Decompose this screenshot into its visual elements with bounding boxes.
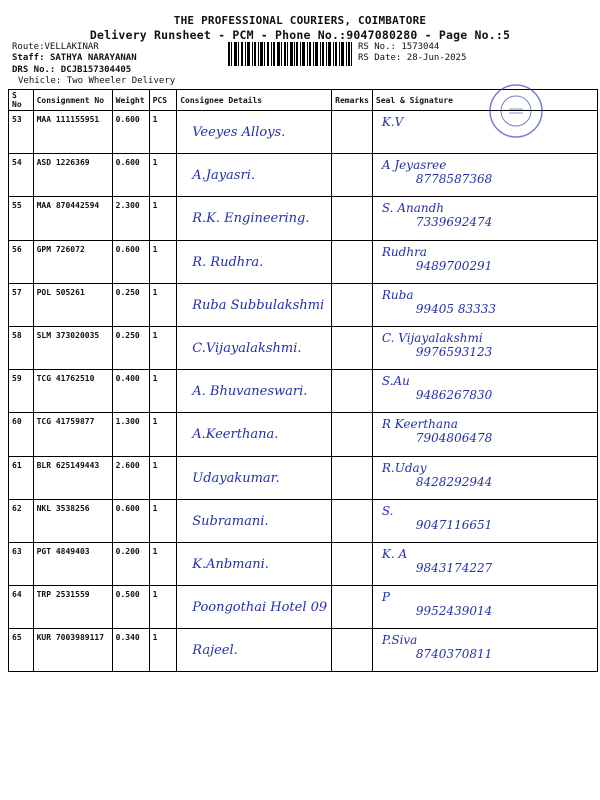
col-header-pcs: PCS [149, 90, 177, 111]
cell-consignment-no: TCG 41759877 [33, 413, 112, 456]
handwritten-consignee-name: Udayakumar. [192, 470, 280, 486]
cell-sno: 57 [9, 283, 34, 326]
cell-consignment-no: POL 505261 [33, 283, 112, 326]
cell-weight: 0.400 [112, 370, 149, 413]
cell-pcs: 1 [149, 370, 177, 413]
table-row [9, 586, 598, 629]
company-title: THE PROFESSIONAL COURIERS, COIMBATORE [173, 14, 427, 27]
cell-pcs: 1 [149, 456, 177, 499]
cell-remarks [332, 326, 373, 369]
cell-consignment-no: TCG 41762510 [33, 370, 112, 413]
handwritten-phone-number: 8428292944 [415, 474, 493, 489]
cell-consignee-details [177, 283, 332, 326]
table-row [9, 629, 598, 672]
handwritten-signature: C. Vijayalakshmi [381, 330, 483, 345]
cell-seal-signature [372, 283, 597, 326]
cell-remarks [332, 240, 373, 283]
handwritten-signature: K. A [381, 546, 408, 561]
handwritten-signature: S. [381, 503, 394, 518]
vehicle-value: Two Wheeler Delivery [66, 76, 176, 86]
staff-label: Staff: [12, 53, 45, 63]
handwritten-phone-number: 9843174227 [415, 560, 493, 575]
cell-sno: 55 [9, 197, 34, 240]
cell-consignment-no: NKL 3538256 [33, 499, 112, 542]
rs-date-value: 28-Jun-2025 [406, 53, 467, 63]
table-row [9, 154, 598, 197]
cell-seal-signature [372, 413, 597, 456]
drs-label: DRS No.: [12, 65, 56, 75]
handwritten-phone-number: 99405 83333 [415, 301, 497, 316]
handwritten-consignee-name: A.Jayasri. [192, 168, 255, 184]
cell-seal-signature [372, 370, 597, 413]
cell-sno: 60 [9, 413, 34, 456]
table-row [9, 499, 598, 542]
cell-weight: 0.250 [112, 326, 149, 369]
cell-consignee-details [177, 629, 332, 672]
rs-no-value: 1573044 [401, 42, 440, 52]
cell-consignment-no: SLM 373020035 [33, 326, 112, 369]
table-body [9, 111, 598, 672]
handwritten-signature: Rudhra [381, 244, 427, 259]
cell-consignee-details [177, 370, 332, 413]
cell-sno: 61 [9, 456, 34, 499]
cell-consignee-details [177, 499, 332, 542]
col-header-signature: Seal & Signature [372, 90, 597, 111]
cell-consignment-no: ASD 1226369 [33, 154, 112, 197]
handwritten-signature: K.V [381, 115, 404, 129]
col-header-consignment: Consignment No [33, 90, 112, 111]
cell-pcs: 1 [149, 197, 177, 240]
cell-consignee-details [177, 456, 332, 499]
drs-line [12, 65, 131, 75]
table-row [9, 370, 598, 413]
cell-pcs: 1 [149, 154, 177, 197]
cell-consignee-details [177, 413, 332, 456]
cell-sno: 56 [9, 240, 34, 283]
handwritten-phone-number: 8740370811 [415, 647, 493, 662]
cell-consignee-details [177, 326, 332, 369]
cell-weight: 0.340 [112, 629, 149, 672]
handwritten-phone-number: 8778587368 [415, 172, 493, 187]
barcode [228, 42, 352, 66]
cell-consignment-no: MAA 870442594 [33, 197, 112, 240]
cell-remarks [332, 542, 373, 585]
cell-seal-signature [372, 111, 597, 154]
cell-seal-signature [372, 197, 597, 240]
cell-weight: 0.600 [112, 154, 149, 197]
handwritten-signature: Ruba [381, 287, 414, 302]
cell-seal-signature [372, 326, 597, 369]
table-row [9, 413, 598, 456]
handwritten-phone-number: 7904806478 [415, 431, 493, 446]
handwritten-consignee-name: K.Anbmani. [192, 556, 269, 572]
cell-consignee-details [177, 154, 332, 197]
cell-weight: 0.500 [112, 586, 149, 629]
handwritten-signature: P [381, 590, 390, 605]
cell-weight: 0.600 [112, 499, 149, 542]
cell-remarks [332, 197, 373, 240]
cell-remarks [332, 283, 373, 326]
handwritten-signature: R Keerthana [381, 417, 458, 432]
cell-sno: 58 [9, 326, 34, 369]
cell-seal-signature [372, 499, 597, 542]
cell-pcs: 1 [149, 542, 177, 585]
runsheet-subtitle: Delivery Runsheet - PCM - Phone No.:9047080280 - Page No.:5 [89, 28, 511, 42]
handwritten-consignee-name: A. Bhuvaneswari. [192, 384, 308, 400]
cell-consignee-details [177, 542, 332, 585]
handwritten-consignee-name: Veeyes Alloys. [192, 125, 286, 140]
rs-no-label: RS No.: [358, 42, 396, 52]
cell-pcs: 1 [149, 326, 177, 369]
cell-seal-signature [372, 586, 597, 629]
cell-remarks [332, 456, 373, 499]
cell-seal-signature [372, 629, 597, 672]
table-row [9, 456, 598, 499]
cell-consignment-no: GPM 726072 [33, 240, 112, 283]
cell-weight: 0.600 [112, 111, 149, 154]
cell-pcs: 1 [149, 499, 177, 542]
handwritten-phone-number: 9489700291 [415, 258, 493, 273]
cell-seal-signature [372, 456, 597, 499]
handwritten-consignee-name: C.Vijayalakshmi. [192, 340, 302, 356]
cell-pcs: 1 [149, 413, 177, 456]
table-row [9, 542, 598, 585]
cell-consignee-details [177, 111, 332, 154]
handwritten-signature: A Jeyasree [381, 158, 447, 173]
handwritten-consignee-name: Ruba Subbulakshmi [192, 297, 325, 313]
handwritten-consignee-name: Poongothai Hotel 09 [192, 600, 328, 616]
drs-value: DCJB157304405 [60, 65, 132, 75]
cell-sno: 59 [9, 370, 34, 413]
handwritten-signature: R.Uday [381, 460, 427, 475]
cell-weight: 2.300 [112, 197, 149, 240]
cell-remarks [332, 413, 373, 456]
runsheet-table [8, 89, 598, 672]
cell-weight: 0.200 [112, 542, 149, 585]
cell-weight: 0.600 [112, 240, 149, 283]
cell-remarks [332, 154, 373, 197]
vehicle-label: Vehicle: [18, 76, 62, 86]
cell-weight: 1.300 [112, 413, 149, 456]
col-header-weight: Weight [112, 90, 149, 111]
table-row [9, 197, 598, 240]
cell-remarks [332, 629, 373, 672]
cell-sno: 64 [9, 586, 34, 629]
cell-consignment-no: MAA 111155951 [33, 111, 112, 154]
cell-remarks [332, 499, 373, 542]
company-seal-stamp [487, 82, 545, 140]
rs-date-line [358, 53, 466, 63]
table-row [9, 326, 598, 369]
handwritten-phone-number: 9486267830 [415, 388, 493, 403]
col-header-remarks: Remarks [332, 90, 373, 111]
cell-sno: 65 [9, 629, 34, 672]
cell-sno: 53 [9, 111, 34, 154]
cell-consignment-no: PGT 4849403 [33, 542, 112, 585]
route-label: Route: [12, 42, 45, 52]
cell-weight: 0.250 [112, 283, 149, 326]
handwritten-phone-number: 7339692474 [415, 215, 493, 230]
cell-sno: 54 [9, 154, 34, 197]
cell-sno: 62 [9, 499, 34, 542]
cell-remarks [332, 111, 373, 154]
cell-pcs: 1 [149, 240, 177, 283]
table-row [9, 283, 598, 326]
handwritten-phone-number: 9047116651 [415, 517, 493, 532]
cell-weight: 2.600 [112, 456, 149, 499]
cell-consignment-no: TRP 2531559 [33, 586, 112, 629]
handwritten-consignee-name: R.K. Engineering. [192, 211, 310, 227]
cell-consignment-no: BLR 625149443 [33, 456, 112, 499]
col-header-sno: S No [9, 90, 34, 111]
staff-value: SATHYA NARAYANAN [49, 53, 137, 63]
cell-remarks [332, 586, 373, 629]
handwritten-consignee-name: Subramani. [192, 513, 269, 529]
rs-date-label: RS Date: [358, 53, 402, 63]
handwritten-signature: S. Anandh [381, 201, 444, 216]
cell-remarks [332, 370, 373, 413]
cell-consignment-no: KUR 7003989117 [33, 629, 112, 672]
cell-seal-signature [372, 154, 597, 197]
route-line [12, 42, 99, 52]
handwritten-consignee-name: R. Rudhra. [192, 254, 264, 270]
cell-consignee-details [177, 586, 332, 629]
rs-no-line [358, 42, 439, 52]
handwritten-consignee-name: A.Keerthana. [192, 427, 279, 443]
table-row [9, 240, 598, 283]
cell-pcs: 1 [149, 111, 177, 154]
cell-pcs: 1 [149, 629, 177, 672]
handwritten-phone-number: 9976593123 [415, 344, 493, 359]
staff-line [12, 53, 137, 63]
vehicle-line [18, 76, 175, 86]
cell-consignee-details [177, 240, 332, 283]
route-value: VELLAKINAR [44, 42, 99, 52]
cell-consignee-details [177, 197, 332, 240]
cell-seal-signature [372, 240, 597, 283]
cell-pcs: 1 [149, 586, 177, 629]
cell-sno: 63 [9, 542, 34, 585]
handwritten-signature: S.Au [381, 374, 410, 389]
cell-seal-signature [372, 542, 597, 585]
cell-pcs: 1 [149, 283, 177, 326]
handwritten-phone-number: 9952439014 [415, 604, 493, 619]
handwritten-signature: P.Siva [381, 633, 418, 648]
handwritten-consignee-name: Rajeel. [192, 643, 238, 659]
col-header-consignee: Consignee Details [177, 90, 332, 111]
